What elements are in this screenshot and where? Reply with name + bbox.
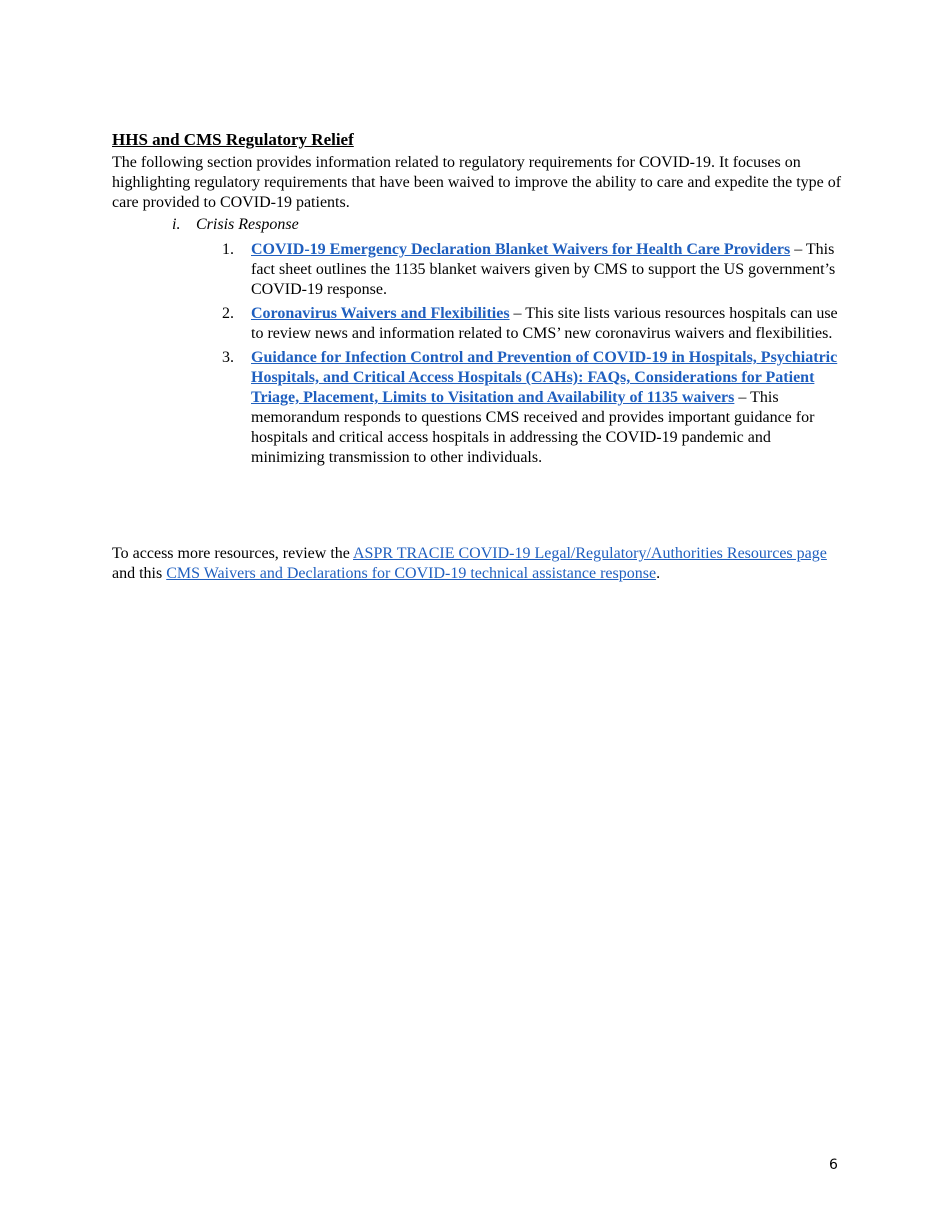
list-item-number: 1. bbox=[222, 241, 234, 258]
page-number: 6 bbox=[829, 1157, 838, 1173]
section-heading: HHS and CMS Regulatory Relief bbox=[112, 130, 354, 149]
resources-paragraph bbox=[112, 544, 842, 584]
footer-suffix: . bbox=[656, 565, 661, 582]
cms-waivers-response-link[interactable]: CMS Waivers and Declarations for COVID-19 technical assistance response bbox=[166, 565, 657, 582]
resource-link-blanket-waivers[interactable]: COVID-19 Emergency Declaration Blanket Waivers for Health Care Providers bbox=[251, 241, 791, 258]
list-item-description: – This site lists various resources hospitals can use to review news and information related to CMS’ new coronavirus waivers and flexibilities. bbox=[251, 305, 838, 342]
list-item bbox=[222, 304, 842, 344]
list-item-description: – This memorandum responds to questions CMS received and provides important guidance for hospitals and critical access hospitals in addressing the COVID-19 pandemic and minimizing transmission to other individuals. bbox=[251, 389, 815, 466]
list-item bbox=[222, 240, 842, 300]
list-item bbox=[222, 348, 842, 468]
subsection-title: Crisis Response bbox=[196, 216, 299, 233]
resource-list bbox=[222, 240, 842, 472]
list-item-description: – This fact sheet outlines the 1135 blanket waivers given by CMS to support the US government’s COVID-19 response. bbox=[251, 241, 836, 298]
footer-middle: and this bbox=[112, 565, 167, 582]
list-item-number: 2. bbox=[222, 305, 234, 322]
aspr-tracie-resources-link[interactable]: ASPR TRACIE COVID-19 Legal/Regulatory/Authorities Resources page bbox=[353, 545, 827, 562]
subsection-header bbox=[172, 215, 299, 235]
list-item-number: 3. bbox=[222, 349, 234, 366]
footer-prefix: To access more resources, review the bbox=[112, 545, 353, 562]
resource-link-waivers-flexibilities[interactable]: Coronavirus Waivers and Flexibilities bbox=[251, 305, 510, 322]
resource-link-infection-control-guidance[interactable]: Guidance for Infection Control and Prevention of COVID-19 in Hospitals, Psychiatric Hospitals, and Critical Access Hospitals (CAHs): FAQs, Considerations for Patient Triage, Placement, Limits to Visitation and Availability of 1135 waivers bbox=[251, 349, 838, 406]
section-intro: The following section provides information related to regulatory requirements for COVID-19. It focuses on highlighting regulatory requirements that have been waived to improve the ability to care and expedite the type of care provided to COVID-19 patients. bbox=[112, 154, 842, 211]
subsection-numeral: i. bbox=[172, 216, 181, 233]
